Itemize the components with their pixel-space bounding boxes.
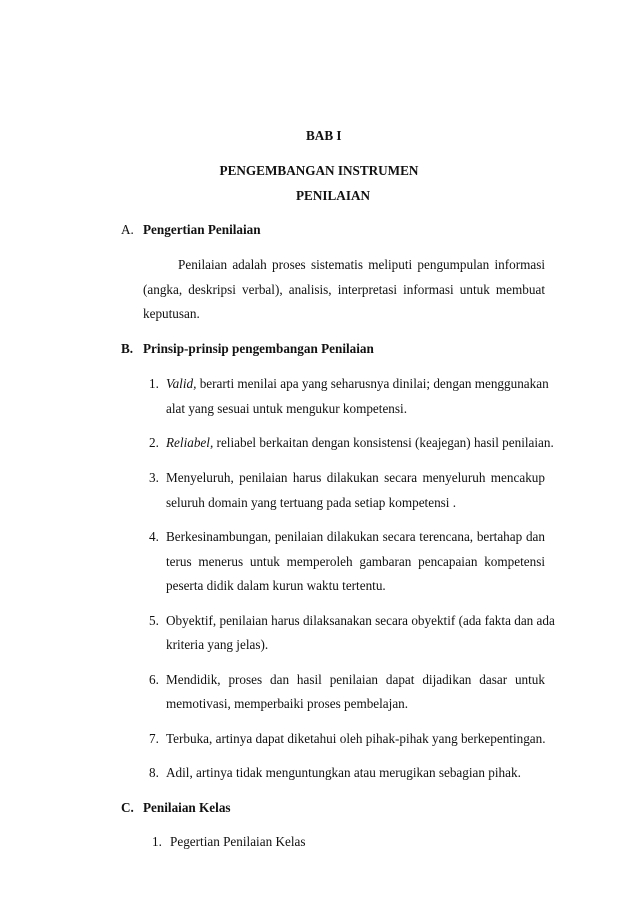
list-item-line: peserta didik dalam kurun waktu tertentu. [166, 578, 386, 593]
section-c-marker: C. [121, 800, 134, 815]
list-item-line: terus menerus untuk memperoleh gambaran pencapaian kompetensi [166, 554, 545, 569]
title-line-2: PENILAIAN [296, 188, 371, 203]
section-a-marker: A. [121, 222, 134, 237]
list-item-line: alat yang sesuai untuk mengukur kompetensi. [166, 401, 407, 416]
list-item-number: 1. [152, 834, 162, 849]
list-item-number: 2. [149, 435, 159, 450]
list-item-number: 7. [149, 731, 159, 746]
list-item-line: Reliabel, reliabel berkaitan dengan konsistensi (keajegan) hasil penilaian. [166, 435, 554, 450]
section-c-heading: Penilaian Kelas [143, 800, 231, 815]
list-item-line: Berkesinambungan, penilaian dilakukan secara terencana, bertahap dan [166, 529, 545, 544]
list-item-line: seluruh domain yang tertuang pada setiap kompetensi . [166, 495, 457, 510]
section-a-paragraph-line-1: Penilaian adalah proses sistematis meliputi pengumpulan informasi [178, 257, 545, 272]
section-a-paragraph-line-3: keputusan. [143, 306, 200, 321]
list-item-number: 5. [149, 613, 159, 628]
title-line-1: PENGEMBANGAN INSTRUMEN [219, 163, 419, 178]
list-item-line: Valid, berarti menilai apa yang seharusnya dinilai; dengan menggunakan [166, 376, 549, 391]
list-item-line: Adil, artinya tidak menguntungkan atau merugikan sebagian pihak. [166, 765, 521, 780]
section-a-paragraph-line-2: (angka, deskripsi verbal), analisis, interpretasi informasi untuk membuat [143, 282, 545, 297]
section-a-heading: Pengertian Penilaian [143, 222, 261, 237]
list-item-line: Obyektif, penilaian harus dilaksanakan secara obyektif (ada fakta dan ada [166, 613, 555, 628]
section-b-marker: B. [121, 341, 134, 356]
list-item-line: Terbuka, artinya dapat diketahui oleh pihak-pihak yang berkepentingan. [166, 731, 546, 746]
list-item-number: 8. [149, 765, 159, 780]
chapter-label: BAB I [306, 128, 342, 143]
list-item-line: Pegertian Penilaian Kelas [170, 834, 306, 849]
list-item-number: 1. [149, 376, 159, 391]
list-item-number: 6. [149, 672, 159, 687]
list-item-line: Mendidik, proses dan hasil penilaian dapat dijadikan dasar untuk [166, 672, 545, 687]
list-item-number: 4. [149, 529, 159, 544]
section-b-heading: Prinsip-prinsip pengembangan Penilaian [143, 341, 374, 356]
list-item-line: memotivasi, memperbaiki proses pembelajan. [166, 696, 409, 711]
list-item-line: Menyeluruh, penilaian harus dilakukan secara menyeluruh mencakup [166, 470, 545, 485]
list-item-term: Reliabel, [166, 435, 214, 450]
list-item-line: kriteria yang jelas). [166, 637, 269, 652]
list-item-number: 3. [149, 470, 159, 485]
list-item-term: Valid, [166, 376, 197, 391]
